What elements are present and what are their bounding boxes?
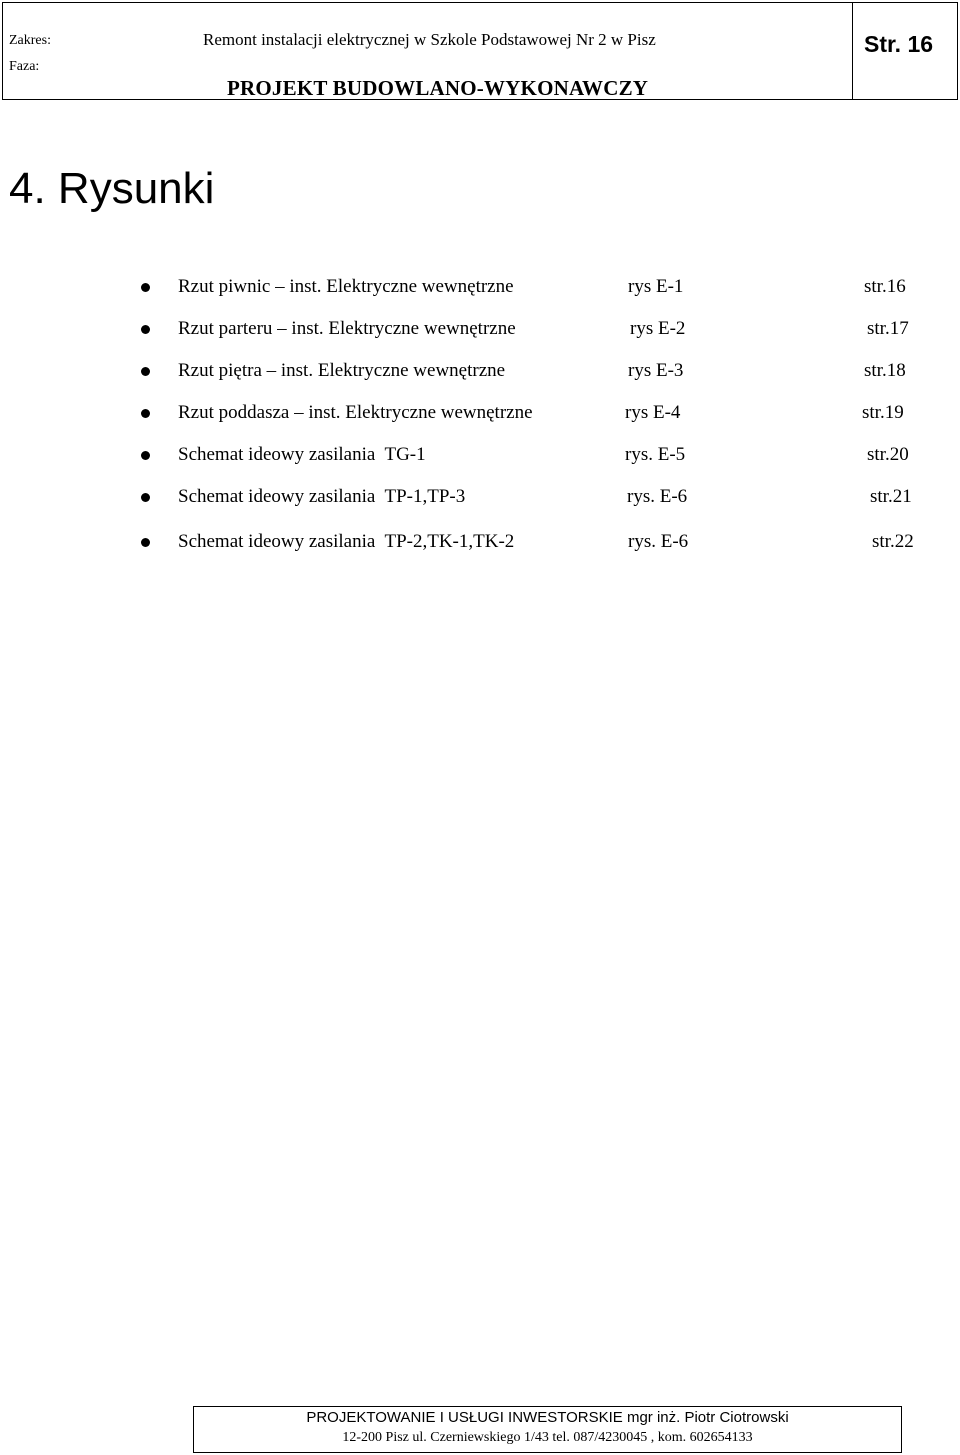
page-footer bbox=[193, 1406, 902, 1453]
drawing-page: str.21 bbox=[870, 486, 912, 507]
list-item bbox=[0, 358, 960, 384]
drawing-description: Rzut parteru – inst. Elektryczne wewnętrzne bbox=[178, 318, 516, 339]
drawing-page: str.22 bbox=[872, 531, 914, 552]
drawing-page: str.17 bbox=[867, 318, 909, 339]
zakres-label: Zakres: bbox=[9, 33, 51, 48]
drawing-description: Schemat ideowy zasilania TP-1,TP-3 bbox=[178, 486, 466, 507]
project-title: Remont instalacji elektrycznej w Szkole Podstawowej Nr 2 w Pisz bbox=[203, 30, 656, 49]
drawing-ref: rys E-3 bbox=[628, 360, 684, 381]
list-item bbox=[0, 274, 960, 300]
drawing-page: str.18 bbox=[864, 360, 906, 381]
page-number: Str. 16 bbox=[864, 31, 934, 57]
bullet-icon bbox=[141, 325, 150, 334]
bullet-icon bbox=[141, 367, 150, 376]
bullet-icon bbox=[141, 493, 150, 502]
bullet-icon bbox=[141, 283, 150, 292]
bullet-icon bbox=[141, 451, 150, 460]
bullet-icon bbox=[141, 538, 150, 547]
page-header bbox=[2, 2, 958, 100]
drawing-description: Schemat ideowy zasilania TG-1 bbox=[178, 444, 426, 465]
drawing-page: str.20 bbox=[867, 444, 909, 465]
drawing-ref: rys. E-6 bbox=[628, 531, 689, 552]
list-item bbox=[0, 484, 960, 510]
drawing-ref: rys E-2 bbox=[630, 318, 686, 339]
faza-label: Faza: bbox=[9, 59, 40, 74]
drawing-ref: rys. E-5 bbox=[625, 444, 686, 465]
drawing-description: Rzut piwnic – inst. Elektryczne wewnętrzne bbox=[178, 276, 514, 297]
drawing-ref: rys. E-6 bbox=[627, 486, 688, 507]
drawing-ref: rys E-1 bbox=[628, 276, 684, 297]
bullet-icon bbox=[141, 409, 150, 418]
drawing-description: Rzut piętra – inst. Elektryczne wewnętrzne bbox=[178, 360, 506, 381]
drawing-page: str.19 bbox=[862, 402, 904, 423]
drawing-description: Schemat ideowy zasilania TP-2,TK-1,TK-2 bbox=[178, 531, 515, 552]
list-item bbox=[0, 529, 960, 555]
section-heading: 4. Rysunki bbox=[9, 164, 215, 213]
company-name: PROJEKTOWANIE I USŁUGI INWESTORSKIE mgr inż. Piotr Ciotrowski bbox=[306, 1409, 789, 1426]
list-item bbox=[0, 442, 960, 468]
drawing-ref: rys E-4 bbox=[625, 402, 681, 423]
list-item bbox=[0, 316, 960, 342]
drawing-page: str.16 bbox=[864, 276, 906, 297]
project-phase: PROJEKT BUDOWLANO-WYKONAWCZY bbox=[227, 76, 649, 100]
header-divider bbox=[852, 3, 853, 99]
drawing-description: Rzut poddasza – inst. Elektryczne wewnętrzne bbox=[178, 402, 533, 423]
list-item bbox=[0, 400, 960, 426]
company-address: 12-200 Pisz ul. Czerniewskiego 1/43 tel. 087/4230045 , kom. 602654133 bbox=[342, 1430, 753, 1445]
